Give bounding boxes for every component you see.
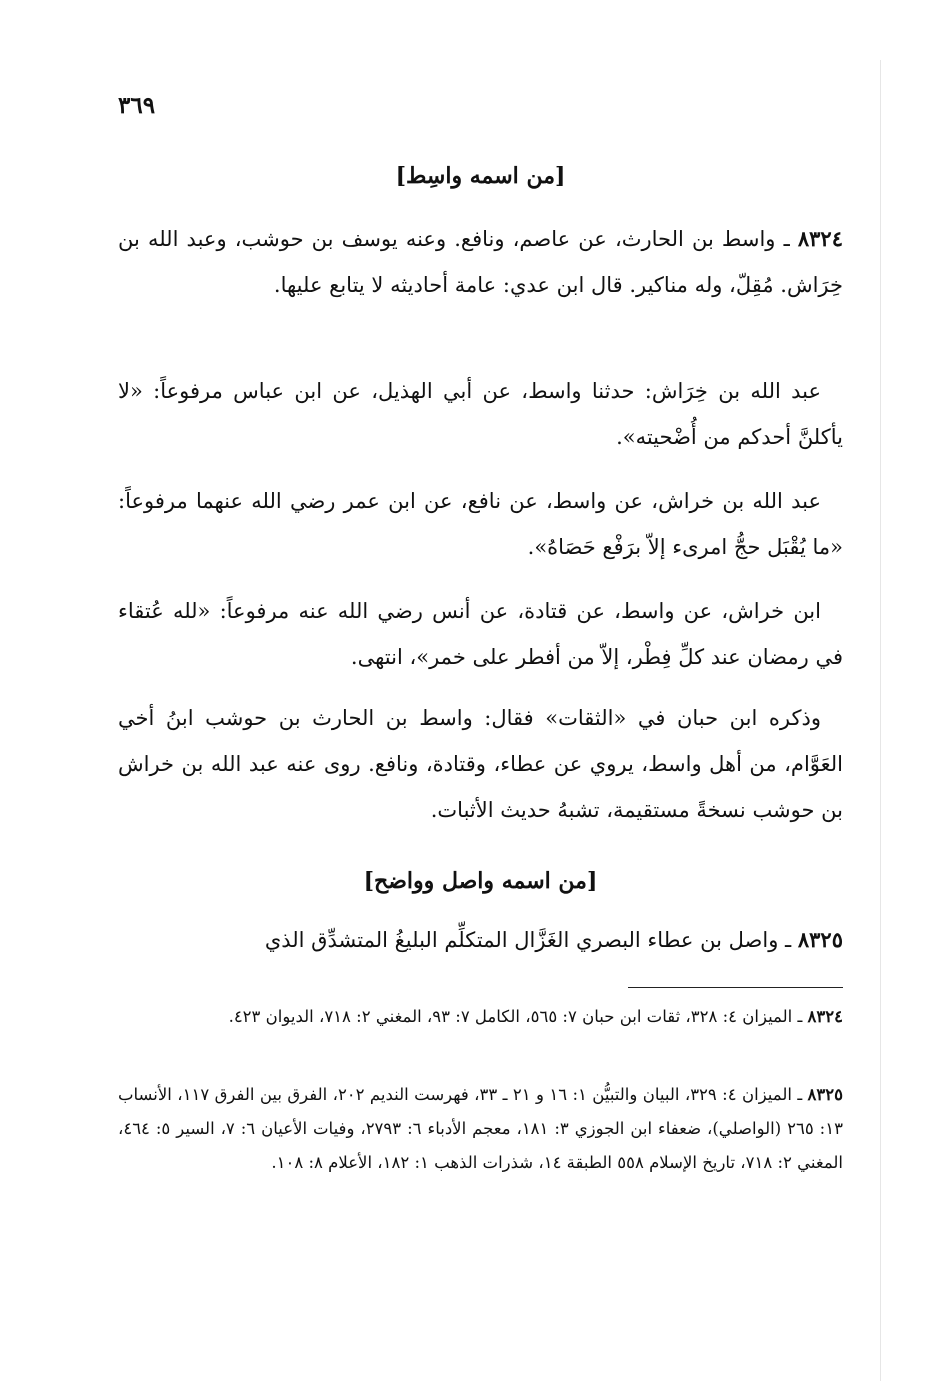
entry-8325: [118, 917, 843, 963]
footnote-8324: [118, 1000, 843, 1034]
footnote-text: ـ الميزان ٤: ٣٢٨، ثقات ابن حبان ٧: ٥٦٥، الكامل ٧: ٩٣، المغني ٢: ٧١٨، الديوان ٤٢٣.: [228, 1007, 808, 1026]
hadith-paragraph-1: عبد الله بن خِرَاش: حدثنا واسط، عن أبي الهذيل، عن ابن عباس مرفوعاً: «لا يأكلنَّ أحدكم من أُضْحيته».: [118, 379, 843, 449]
page-number: ٣٦٩: [118, 92, 156, 119]
section-heading-wasil: [من اسمه واصل وواضح]: [363, 868, 598, 894]
footnote-text: ـ الميزان ٤: ٣٢٩، البيان والتبيُّن ١: ١٦ و ٢١ ـ ٣٣، فهرست النديم ٢٠٢، الفرق بين الفرق ١١٧، الأنساب ١٣: ٢٦٥ (الواصلي)، ضعفاء ابن الجوزي ٣: ١٨١، معجم الأدباء ٦: ٢٧٩٣، وفيات الأعيان ٦: ٧، السير ٥: ٤٦٤، المغني ٢: ٧١٨، تاريخ الإسلام ٥٥٨ الطبقة ١٤، شذرات الذهب ١: ١٨٢، الأعلام ٨: ١٠٨.: [118, 1085, 843, 1172]
hadith-paragraph-3: ابن خراش، عن واسط، عن قتادة، عن أنس رضي الله عنه مرفوعاً: «لله عُتقاء في رمضان عند كلِّ فِطْر، إلاّ من أفطر على خمر»، انتهى.: [118, 599, 843, 669]
entry-number: ٨٣٢٤: [797, 226, 843, 251]
footnote-number: ٨٣٢٤: [807, 1007, 843, 1026]
entry-number: ٨٣٢٥: [797, 927, 843, 952]
hadith-paragraph-2: عبد الله بن خراش، عن واسط، عن نافع، عن ابن عمر رضي الله عنهما مرفوعاً: «ما يُقْبَل حجُّ امرىء إلاّ برَفْع حَصَاهُ».: [118, 489, 843, 559]
footnote-separator: [628, 987, 843, 988]
footnote-8325: [118, 1078, 843, 1180]
section-heading-wasit: [من اسمه واسِط]: [395, 163, 566, 189]
entry-text: ـ واسط بن الحارث، عن عاصم، ونافع. وعنه يوسف بن حوشب، وعبد الله بن خِرَاش. مُقِلّ، وله مناكير. قال ابن عدي: عامة أحاديثه لا يتابع عليها.: [118, 227, 843, 297]
ibn-hibban-paragraph: وذكره ابن حبان في «الثقات» فقال: واسط بن الحارث بن حوشب ابنُ أخي العَوَّام، من أهل واسط، يروي عن عطاء، وقتادة، ونافع. روى عنه عبد الله بن خراش بن حوشب نسخةً مستقيمة، تشبهُ حديث الأثبات.: [118, 706, 843, 822]
page-edge-line: [880, 60, 881, 1381]
footnote-number: ٨٣٢٥: [807, 1085, 843, 1104]
entry-text: ـ واصل بن عطاء البصري الغَزَّال المتكلِّم البليغُ المتشدِّق الذي: [264, 928, 798, 952]
entry-8324: [118, 216, 843, 308]
